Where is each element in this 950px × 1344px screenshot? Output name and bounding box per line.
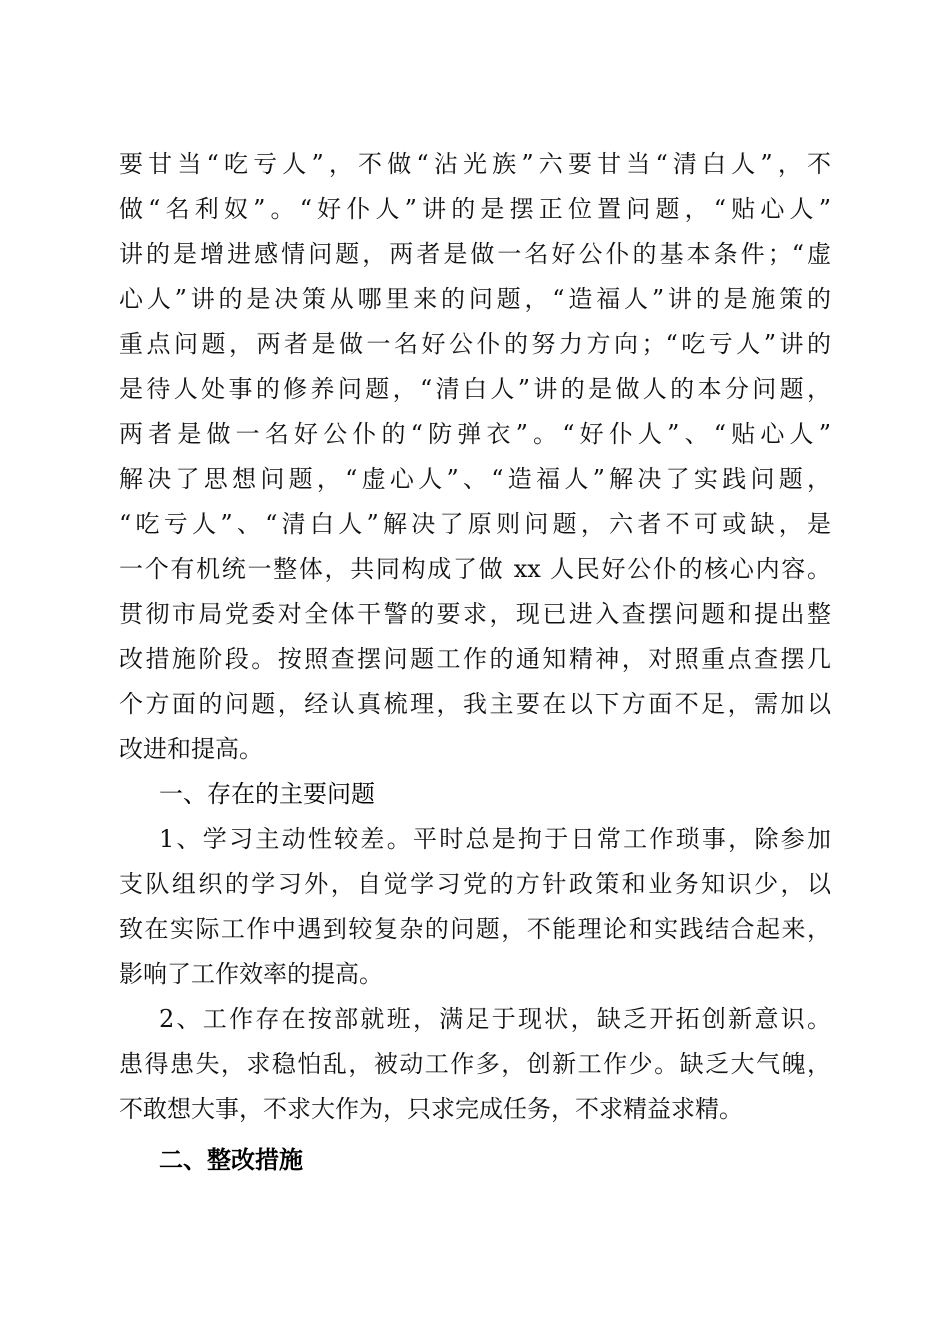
text-line: 讲的是增进感情问题，两者是做一名好公仆的基本条件；“虚 [119,240,831,268]
text-line: 做“名利奴”。“好仆人”讲的是摆正位置问题，“贴心人” [119,195,831,223]
text-line: 致在实际工作中遇到较复杂的问题，不能理论和实践结合起来， [119,915,831,943]
text-line: 支队组织的学习外，自觉学习党的方针政策和业务知识少，以 [119,870,831,898]
text-line: 要甘当“吃亏人”，不做“沾光族”六要甘当“清白人”，不 [119,150,831,178]
text-line: 不敢想大事，不求大作为，只求完成任务，不求精益求精。 [119,1095,743,1123]
document-body [119,142,831,1183]
text-line: 贯彻市局党委对全体干警的要求，现已进入查摆问题和提出整 [119,600,831,628]
text-line: 个方面的问题，经认真梳理，我主要在以下方面不足，需加以 [119,690,831,718]
text-line: 2、工作存在按部就班，满足于现状，缺乏开拓创新意识。 [159,1005,831,1033]
text-line: 改措施阶段。按照查摆问题工作的通知精神，对照重点查摆几 [119,645,831,673]
text-line: “吃亏人”、“清白人”解决了原则问题，六者不可或缺，是 [119,510,831,538]
intro-paragraph [119,142,831,772]
text-line: 两者是做一名好公仆的“防弹衣”。“好仆人”、“贴心人” [119,420,831,448]
section-heading-measures: 二、整改措施 [159,1146,303,1174]
text-line: 一个有机统一整体，共同构成了做 xx 人民好公仆的核心内容。 [119,555,831,583]
problem-item-1 [119,817,831,997]
text-line: 1、学习主动性较差。平时总是拘于日常工作琐事，除参加 [159,825,831,853]
text-line: 解决了思想问题，“虚心人”、“造福人”解决了实践问题， [119,465,831,493]
text-line: 患得患失，求稳怕乱，被动工作多，创新工作少。缺乏大气魄， [119,1050,831,1078]
section-heading-problems: 一、存在的主要问题 [159,780,375,808]
text-line: 心人”讲的是决策从哪里来的问题，“造福人”讲的是施策的 [119,285,831,313]
text-line: 影响了工作效率的提高。 [119,960,383,988]
text-line: 是待人处事的修养问题，“清白人”讲的是做人的本分问题， [119,375,831,403]
text-line: 重点问题，两者是做一名好公仆的努力方向；“吃亏人”讲的 [119,330,831,358]
problem-item-2 [119,997,831,1132]
text-line: 改进和提高。 [119,735,263,763]
